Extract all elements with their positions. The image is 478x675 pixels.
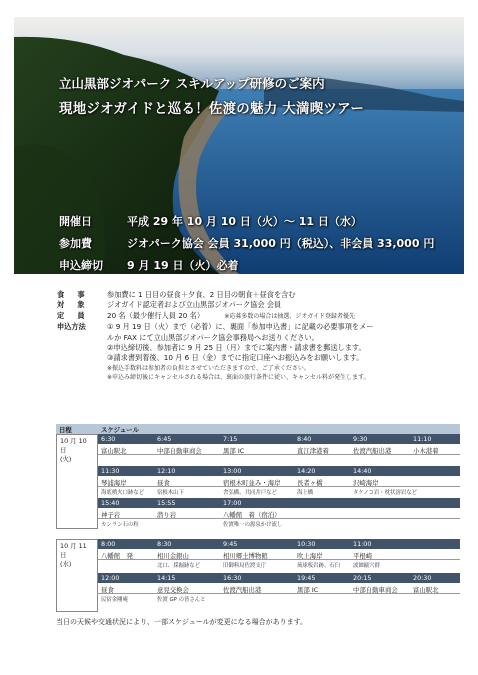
sub-cell: 旧御料局佐渡支庁 (223, 563, 267, 569)
detail-value: 参加費に 1 日目の昼食＋夕食、2 日目の朝食＋昼食を含む (107, 290, 296, 299)
sub-cell: タケノコ岩・枕状溶岩など (353, 490, 418, 496)
hero-title: 現地ジオガイドと巡る！佐渡の魅力 大満喫ツアー (59, 101, 365, 117)
day-date: 10 月 10 日 (60, 437, 87, 454)
time-row (98, 539, 460, 549)
info-deadline-label: 申込締切 (59, 259, 103, 272)
info-date (59, 213, 362, 229)
place-cell: 佐渡汽船出港 (223, 586, 262, 594)
detail-target (57, 300, 457, 310)
sub-cell: 琉球板岩跡、石臼 (297, 563, 341, 569)
time-cell: 6:45 (157, 435, 172, 443)
sub-cell: 佐渡唯一の源泉かけ流し (223, 522, 283, 528)
place-cell: 直江津港着 (297, 447, 329, 455)
place-cell: 富山駅北 (101, 447, 127, 455)
place-cell: 長者ヶ橋 (297, 479, 323, 487)
day-weekday: (火) (60, 455, 72, 463)
place-cell: 意見交換会 (157, 586, 189, 594)
detail-capacity (57, 311, 457, 322)
place-cell: 琴浦海岸 (101, 479, 127, 487)
sub-cell: 波蝕甌穴群 (353, 563, 380, 569)
detail-term: 申込方法 (57, 322, 86, 332)
place-row (98, 476, 460, 487)
detail-meals (57, 290, 457, 300)
time-cell: 9:30 (353, 435, 368, 443)
place-cell: 八幡館 発 (101, 552, 133, 560)
place-cell: 宿根木町並み・海岸 (223, 479, 281, 487)
place-cell: 富山駅北 (413, 586, 439, 594)
time-cell: 14:40 (353, 467, 372, 475)
sub-cell: カンラン石の粒 (101, 522, 139, 528)
detail-line: ① 9 月 19 日（火）まで（必着）に、裏面「参加申込書」に記載の必要事項をメー (107, 322, 374, 332)
schedule-table (56, 424, 460, 612)
sub-cell: 宿根木山下 (157, 490, 184, 496)
time-cell: 11:00 (353, 540, 372, 548)
time-cell: 12:10 (157, 467, 176, 475)
place-cell: 相川金銀山 (157, 552, 189, 560)
time-cell: 11:10 (413, 435, 432, 443)
time-cell: 14:20 (297, 467, 316, 475)
info-deadline (59, 257, 238, 273)
day-cell-1 (56, 434, 98, 529)
time-cell: 8:00 (101, 540, 116, 548)
place-cell: 中部自動車商会 (157, 447, 202, 455)
sub-cell: 舎弘橋、共同井戸など (223, 490, 277, 496)
time-cell: 20:30 (413, 574, 432, 582)
time-cell: 13:00 (223, 467, 242, 475)
hero-banner (14, 17, 464, 274)
time-cell: 14:15 (157, 574, 176, 582)
info-fee-label: 参加費 (59, 237, 92, 250)
day-separator (56, 529, 460, 539)
detail-list (57, 290, 457, 383)
place-cell: 平根崎 (353, 552, 373, 560)
time-cell: 10:30 (297, 540, 316, 548)
schedule-header-day: 日程 (56, 424, 98, 434)
place-row (98, 583, 460, 594)
info-deadline-value: 9 月 19 日（火）必着 (127, 259, 239, 272)
place-cell: 昼食 (157, 479, 170, 487)
place-cell: 八幡館 着（宿泊） (223, 511, 281, 519)
sub-row (98, 594, 460, 603)
time-cell: 20:15 (353, 574, 372, 582)
footer-note: 当日の天候や交通状況により、一部スケジュールが変更になる場合があります。 (56, 618, 308, 626)
detail-small-note: ※振込手数料は参加者の負担とさせていただきますので、ご了承ください。 (107, 364, 310, 372)
place-cell: 相川郷土博物館 (223, 552, 268, 560)
sub-cell: 海上橋 (297, 490, 314, 496)
place-row (98, 549, 460, 560)
hero-subtitle: 立山黒部ジオパーク スキルアップ研修のご案内 (59, 76, 325, 91)
time-cell: 11:30 (101, 467, 120, 475)
time-cell: 9:45 (223, 540, 238, 548)
detail-value: 20 名（最少催行人員 20 名） (107, 310, 205, 320)
info-date-label: 開催日 (59, 215, 92, 228)
place-cell: 小木港着 (413, 447, 439, 455)
time-cell: 19:45 (297, 574, 316, 582)
day-cell-2 (56, 539, 98, 612)
detail-term: 対 象 (57, 300, 88, 310)
sub-cell: 佐渡 GP の皆さんと (157, 597, 206, 603)
place-cell: 潜り岩 (157, 511, 177, 519)
sub-row (98, 560, 460, 569)
day-date: 10 月 11 日 (60, 542, 87, 559)
place-row (98, 508, 460, 519)
time-row (98, 573, 460, 583)
place-cell: 昼食 (101, 586, 114, 594)
time-cell: 16:30 (223, 574, 242, 582)
place-cell: 中部自動車商会 (353, 586, 398, 594)
detail-term: 食 事 (57, 290, 88, 299)
place-cell: 沢崎海岸 (353, 479, 379, 487)
sub-cell: 北口、採掘跡など (157, 563, 201, 569)
sub-row (98, 487, 460, 496)
time-row (98, 466, 460, 476)
place-cell: 黒部 IC (297, 586, 319, 594)
time-row (98, 498, 460, 508)
place-cell: 黒部 IC (223, 447, 245, 455)
sub-cell: 民宿金剛庵 (101, 597, 128, 603)
time-cell: 8:30 (157, 540, 172, 548)
time-cell: 15:40 (101, 499, 120, 507)
schedule-header-schedule: スケジュール (98, 424, 460, 434)
detail-term: 定 員 (57, 310, 88, 320)
time-cell: 17:00 (223, 499, 242, 507)
sub-cell: 海底噴火口跡など (101, 490, 145, 496)
detail-line: ②申込締切後、参加者に 9 月 25 日（月）までに案内書・請求書を郵送します。 (107, 343, 366, 353)
time-cell: 12:00 (101, 574, 120, 582)
day-weekday: (水) (60, 560, 72, 568)
info-fee (59, 235, 434, 251)
time-row (98, 434, 460, 444)
detail-value: ジオガイド認定者および立山黒部ジオパーク協会 会員 (107, 300, 282, 310)
time-cell: 6:30 (101, 435, 116, 443)
time-cell: 7:15 (223, 435, 238, 443)
place-cell: 吹上海岸 (297, 552, 323, 560)
place-cell: 神子岩 (101, 511, 121, 519)
detail-small-note: ※申込み締切後にキャンセルされる場合は、裏面の旅行条件に従い、キャンセル料が発生します。 (107, 374, 370, 382)
detail-line: ルか FAX にて立山黒部ジオパーク協会事務局へお送りください。 (107, 332, 319, 342)
detail-line: ③請求書到着後、10 月 6 日（金）までに指定口座へお振込みをお願いします。 (107, 353, 364, 363)
sub-row (98, 519, 460, 528)
time-cell: 8:40 (297, 435, 312, 443)
detail-note: ※応募多数の場合は抽選、ジオガイド登録者優先 (224, 312, 355, 320)
place-row (98, 444, 460, 455)
info-fee-value: ジオパーク協会 会員 31,000 円（税込）、非会員 33,000 円 (127, 237, 435, 250)
detail-application (57, 322, 457, 382)
info-date-value: 平成 29 年 10 月 10 日（火）～ 11 日（水） (127, 215, 362, 228)
time-cell: 15:55 (157, 499, 176, 507)
place-cell: 佐渡汽船出港 (353, 447, 392, 455)
